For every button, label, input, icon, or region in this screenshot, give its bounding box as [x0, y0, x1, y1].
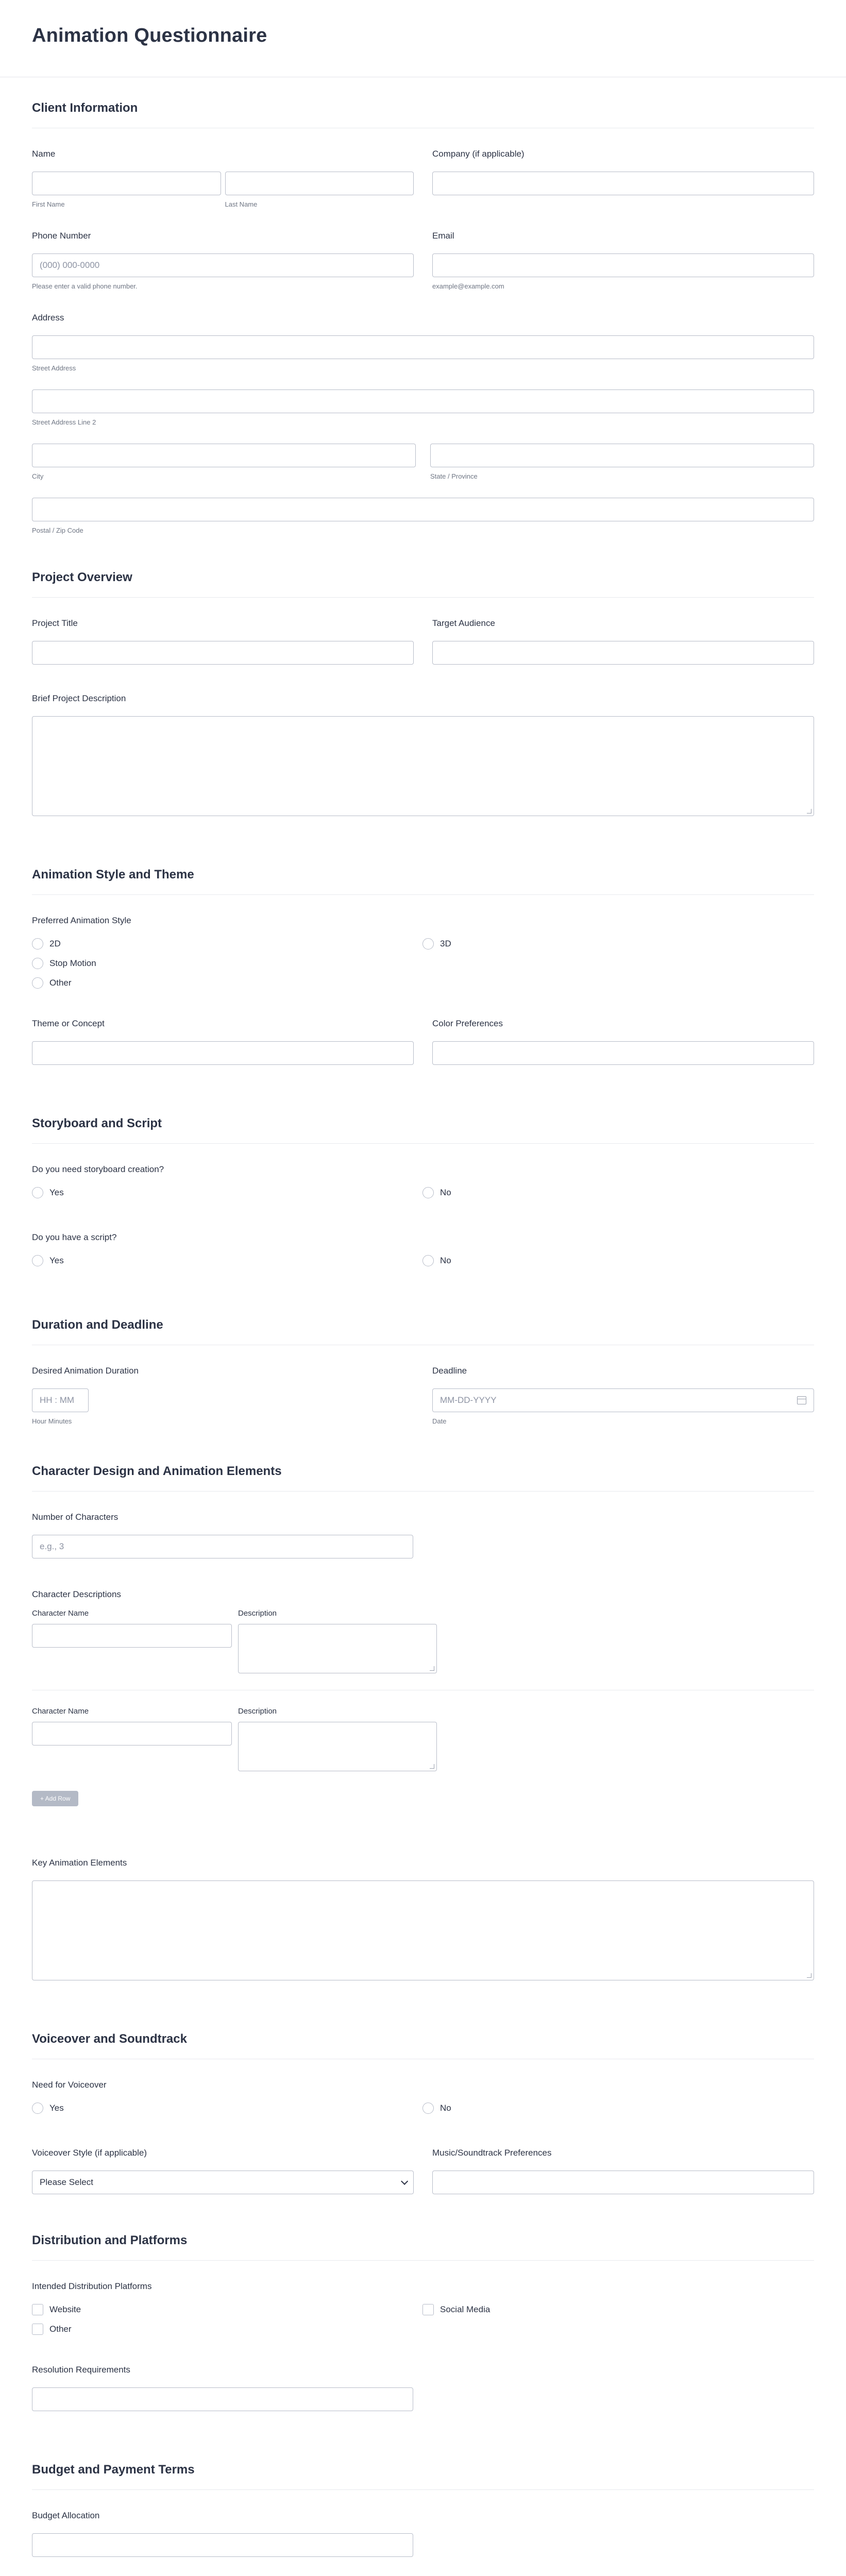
radio-circle-icon	[32, 938, 43, 950]
last-name-input[interactable]	[225, 172, 414, 195]
street-address-input[interactable]	[32, 335, 814, 359]
budget-allocation-input[interactable]	[32, 2533, 413, 2557]
radio-script-no[interactable]	[422, 1255, 813, 1266]
resolution-label: Resolution Requirements	[32, 2365, 130, 2375]
section-animation-style: Animation Style and Theme	[32, 832, 814, 895]
storyboard-question: Do you need storyboard creation?	[32, 1164, 164, 1174]
section-character-design: Character Design and Animation Elements	[32, 1440, 814, 1492]
section-voiceover-soundtrack: Voiceover and Soundtrack	[32, 1996, 814, 2059]
character-name-input[interactable]	[32, 1624, 232, 1648]
radio-other-style[interactable]	[32, 977, 422, 989]
street-address-sublabel: Street Address	[32, 364, 76, 372]
radio-voiceover-no[interactable]	[422, 2103, 813, 2114]
character-descriptions-table	[32, 1589, 814, 1806]
city-input[interactable]	[32, 444, 416, 467]
checkbox-social-media[interactable]	[422, 2304, 813, 2315]
character-name-input[interactable]	[32, 1722, 232, 1745]
voiceover-style-select[interactable]	[32, 2171, 414, 2194]
key-elements-textarea[interactable]	[32, 1880, 814, 1980]
last-name-sublabel: Last Name	[225, 200, 258, 208]
checkbox-social-media-label: Social Media	[440, 2304, 490, 2314]
voiceover-style-label: Voiceover Style (if applicable)	[32, 2148, 147, 2158]
section-duration-deadline: Duration and Deadline	[32, 1282, 814, 1345]
duration-input[interactable]	[32, 1388, 89, 1412]
table-row	[32, 1609, 814, 1673]
radio-circle-icon	[32, 1255, 43, 1266]
first-name-sublabel: First Name	[32, 200, 65, 208]
project-description-textarea[interactable]	[32, 716, 814, 816]
company-input[interactable]	[432, 172, 814, 195]
preferred-style-label: Preferred Animation Style	[32, 916, 131, 925]
radio-voiceover-yes[interactable]	[32, 2103, 422, 2114]
animation-style-options	[32, 938, 814, 989]
address-label: Address	[32, 313, 64, 323]
voiceover-style-value: Please Select	[40, 2177, 93, 2187]
project-title-label: Project Title	[32, 618, 78, 628]
duration-label: Desired Animation Duration	[32, 1366, 139, 1376]
script-question: Do you have a script?	[32, 1232, 117, 1242]
radio-circle-icon	[422, 1187, 434, 1198]
character-name-header: Character Name	[32, 1609, 89, 1618]
radio-stop-motion-label: Stop Motion	[49, 958, 96, 968]
radio-2d[interactable]	[32, 938, 422, 950]
radio-circle-icon	[422, 938, 434, 950]
radio-storyboard-yes[interactable]	[32, 1187, 422, 1198]
duration-placeholder: HH : MM	[40, 1395, 75, 1405]
deadline-hint: Date	[432, 1417, 447, 1425]
email-hint: example@example.com	[432, 282, 504, 290]
section-client-information: Client Information	[32, 77, 814, 128]
color-preferences-input[interactable]	[432, 1041, 814, 1065]
email-input[interactable]	[432, 253, 814, 277]
deadline-label: Deadline	[432, 1366, 467, 1376]
radio-circle-icon	[32, 2103, 43, 2114]
project-title-input[interactable]	[32, 641, 414, 665]
zip-input[interactable]	[32, 498, 814, 521]
resolution-input[interactable]	[32, 2387, 413, 2411]
music-preferences-input[interactable]	[432, 2171, 814, 2194]
radio-circle-icon	[422, 2103, 434, 2114]
deadline-input[interactable]	[432, 1388, 814, 1412]
company-label: Company (if applicable)	[432, 149, 524, 159]
radio-circle-icon	[32, 1187, 43, 1198]
checkbox-other-platform[interactable]	[32, 2324, 422, 2335]
deadline-placeholder: MM-DD-YYYY	[440, 1395, 497, 1405]
radio-stop-motion[interactable]	[32, 958, 422, 969]
state-sublabel: State / Province	[430, 472, 478, 480]
theme-input[interactable]	[32, 1041, 414, 1065]
radio-script-yes-label: Yes	[49, 1256, 64, 1265]
section-project-overview: Project Overview	[32, 534, 814, 598]
add-row-button[interactable]: + Add Row	[32, 1791, 78, 1806]
street-address-2-input[interactable]	[32, 389, 814, 413]
name-label: Name	[32, 149, 56, 159]
radio-circle-icon	[422, 1255, 434, 1266]
form-header	[0, 0, 846, 77]
checkbox-other-platform-label: Other	[49, 2324, 72, 2334]
phone-placeholder: (000) 000-0000	[40, 260, 100, 270]
checkbox-icon	[422, 2304, 434, 2315]
section-storyboard-script: Storyboard and Script	[32, 1080, 814, 1144]
radio-storyboard-yes-label: Yes	[49, 1188, 64, 1197]
phone-input[interactable]	[32, 253, 414, 277]
character-description-textarea[interactable]	[238, 1624, 437, 1673]
checkbox-icon	[32, 2304, 43, 2315]
description-header: Description	[238, 1707, 277, 1716]
number-of-characters-placeholder: e.g., 3	[40, 1541, 64, 1551]
target-audience-input[interactable]	[432, 641, 814, 665]
theme-label: Theme or Concept	[32, 1019, 105, 1028]
number-of-characters-input[interactable]	[32, 1535, 413, 1558]
email-field	[432, 231, 814, 290]
music-preferences-label: Music/Soundtrack Preferences	[432, 2148, 552, 2158]
radio-circle-icon	[32, 958, 43, 969]
character-name-header: Character Name	[32, 1707, 89, 1716]
platforms-label: Intended Distribution Platforms	[32, 2281, 152, 2291]
radio-circle-icon	[32, 977, 43, 989]
phone-hint: Please enter a valid phone number.	[32, 282, 138, 290]
section-distribution-platforms: Distribution and Platforms	[32, 2210, 814, 2261]
voiceover-need-label: Need for Voiceover	[32, 2080, 107, 2090]
budget-allocation-label: Budget Allocation	[32, 2511, 100, 2520]
radio-storyboard-no-label: No	[440, 1188, 451, 1197]
radio-voiceover-no-label: No	[440, 2103, 451, 2113]
radio-storyboard-no[interactable]	[422, 1187, 813, 1198]
city-sublabel: City	[32, 472, 44, 480]
radio-3d-label: 3D	[440, 939, 451, 948]
name-field	[32, 149, 414, 208]
key-elements-label: Key Animation Elements	[32, 1858, 127, 1868]
calendar-icon[interactable]	[797, 1396, 806, 1404]
zip-sublabel: Postal / Zip Code	[32, 527, 83, 534]
radio-voiceover-yes-label: Yes	[49, 2103, 64, 2113]
section-budget-payment: Budget and Payment Terms	[32, 2427, 814, 2490]
chevron-down-icon	[401, 2178, 408, 2185]
checkbox-icon	[32, 2324, 43, 2335]
state-input[interactable]	[430, 444, 814, 467]
form-content	[0, 77, 846, 2576]
first-name-input[interactable]	[32, 172, 221, 195]
duration-hint: Hour Minutes	[32, 1417, 72, 1425]
checkbox-website-label: Website	[49, 2304, 81, 2314]
form-title: Animation Questionnaire	[32, 25, 267, 46]
radio-3d[interactable]	[422, 938, 813, 950]
color-preferences-label: Color Preferences	[432, 1019, 503, 1028]
radio-script-no-label: No	[440, 1256, 451, 1265]
project-description-label: Brief Project Description	[32, 693, 126, 703]
radio-2d-label: 2D	[49, 939, 61, 948]
description-header: Description	[238, 1609, 277, 1618]
number-of-characters-label: Number of Characters	[32, 1512, 119, 1522]
character-description-textarea[interactable]	[238, 1722, 437, 1771]
radio-other-style-label: Other	[49, 978, 72, 988]
radio-script-yes[interactable]	[32, 1255, 422, 1266]
email-label: Email	[432, 231, 454, 241]
company-field	[432, 149, 814, 208]
address-field	[32, 313, 814, 534]
phone-label: Phone Number	[32, 231, 91, 241]
table-row	[32, 1707, 814, 1771]
phone-field	[32, 231, 414, 290]
target-audience-label: Target Audience	[432, 618, 495, 628]
checkbox-website[interactable]	[32, 2304, 422, 2315]
character-descriptions-label: Character Descriptions	[32, 1589, 121, 1599]
street-address-2-sublabel: Street Address Line 2	[32, 418, 96, 426]
